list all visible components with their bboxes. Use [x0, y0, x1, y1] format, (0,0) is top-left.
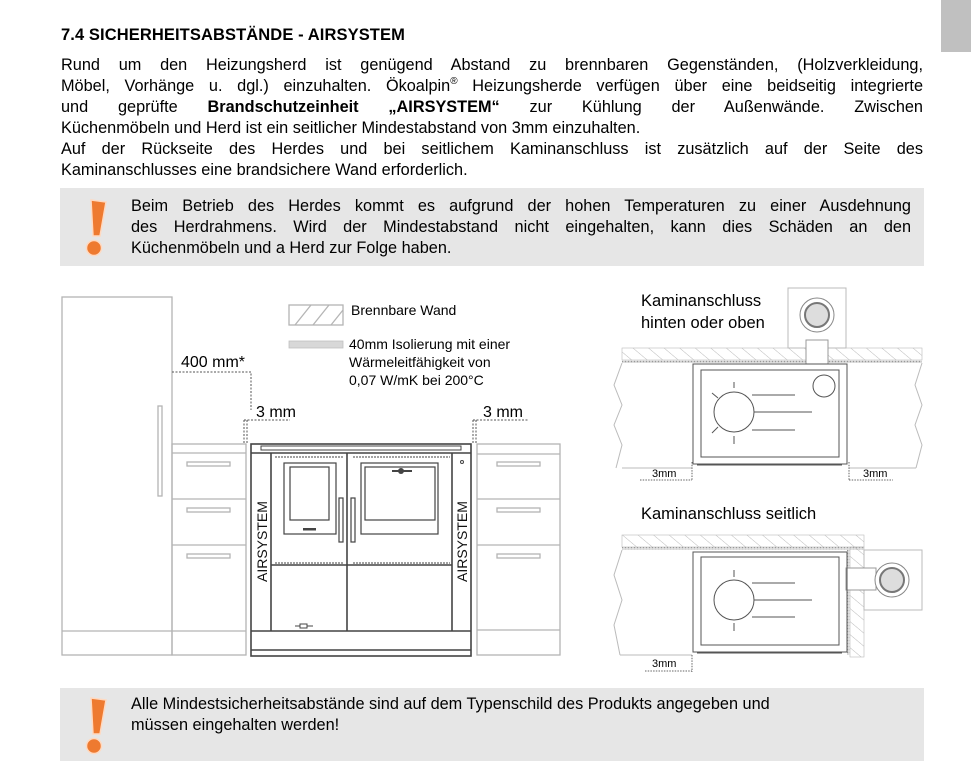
dim-3mm-right: 3 mm	[483, 404, 523, 421]
airsystem-bold: Brandschutzeinheit „AIRSYSTEM“	[207, 98, 500, 116]
legend-insulation: 40mm Isolierung mit einer Wärmeleitfähigkeit von 0,07 W/mK bei 200°C	[349, 336, 511, 388]
warning-text: Alle Mindestsicherheitsabstände sind auf dem Typenschild des Produkts angegeben und müssen eingehalten werden!	[131, 695, 770, 734]
intro-line-1: Rund um den Heizungsherd ist genügend Abstand zu brennbaren Gegenständen, (Holzverkleidung,	[61, 56, 923, 74]
intro-line-5: Auf der Rückseite des Herdes und bei seitlichem Kaminanschluss ist zusätzlich auf der Seite des	[61, 140, 923, 158]
intro-line-4: Küchenmöbeln und Herd ist ein seitlicher Mindestabstand von 3mm einzuhalten.	[61, 119, 641, 137]
intro-line-6: Kaminanschlusses eine brandsichere Wand erforderlich.	[61, 161, 468, 179]
warning-box-type-plate	[60, 688, 924, 761]
airsystem-label-right: AIRSYSTEM	[454, 501, 470, 582]
warning-text: Beim Betrieb des Herdes kommt es aufgrund der hohen Temperaturen zu einer Ausdehnung des Herdrahmens. Wird der Mindestabstand nicht eingehalten, kann dies Schäden an den Küchenmöbeln und a Herd zur Folge haben.	[131, 197, 911, 257]
airsystem-label-left: AIRSYSTEM	[254, 501, 270, 582]
side-flue-title: Kaminanschluss seitlich	[641, 505, 817, 523]
intro-line-3: und geprüfte Brandschutzeinheit „AIRSYSTEM“ zur Kühlung der Außenwände. Zwischen	[61, 98, 923, 116]
rear-dim-right: 3mm	[863, 468, 888, 480]
dim-3mm-left: 3 mm	[256, 404, 296, 421]
side-dim-left: 3mm	[652, 658, 677, 670]
section-title: 7.4 SICHERHEITSABSTÄNDE - AIRSYSTEM	[61, 26, 405, 44]
rear-flue-title: Kaminanschluss hinten oder oben	[641, 292, 765, 332]
legend-combustible-wall: Brennbare Wand	[351, 302, 457, 318]
exclamation-icon	[82, 696, 110, 756]
registered-mark: ®	[450, 76, 458, 87]
dim-400mm: 400 mm*	[181, 354, 246, 371]
rear-dim-left: 3mm	[652, 468, 677, 480]
intro-line-2: Möbel, Vorhänge u. dgl.) einzuhalten. Ökoalpin® Heizungsherde verfügen über eine beidseitig integrierte	[61, 76, 924, 95]
